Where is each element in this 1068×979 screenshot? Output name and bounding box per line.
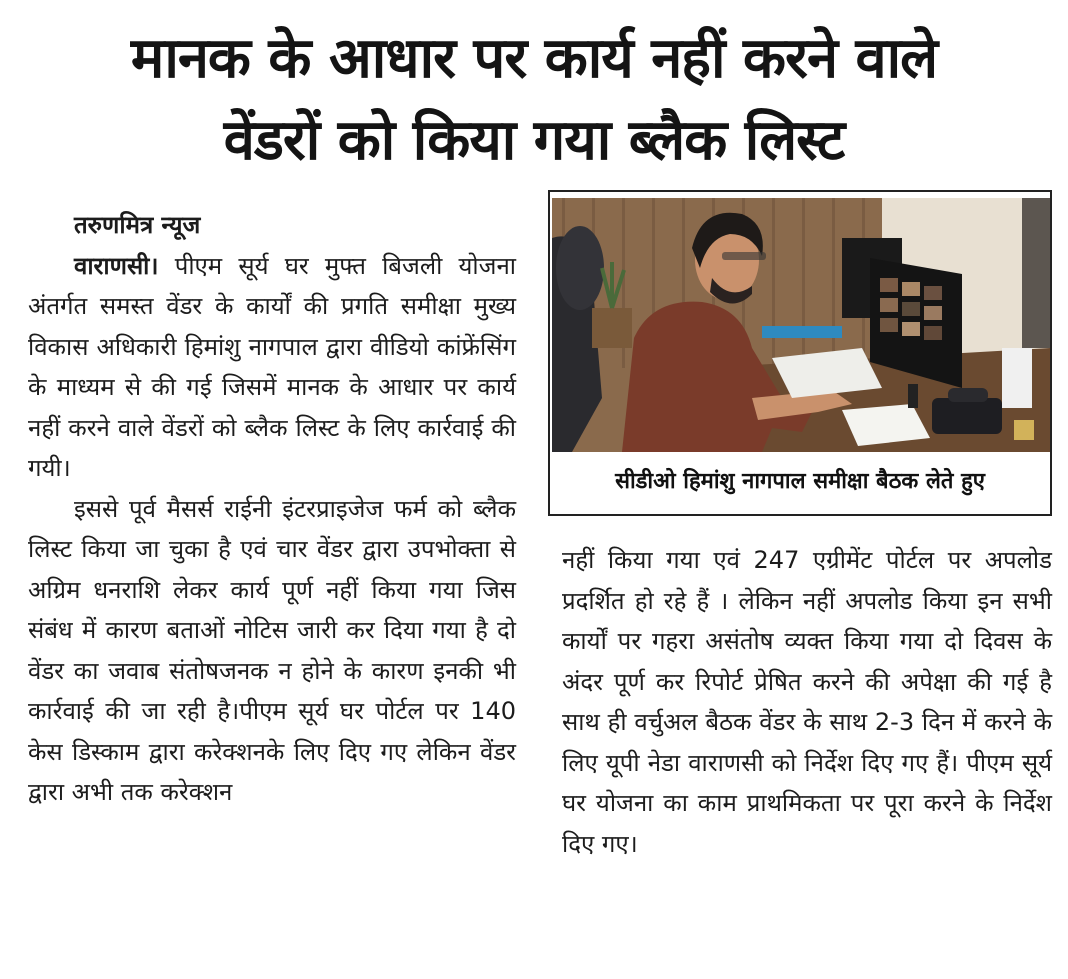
article-paragraph-2: इससे पूर्व मैसर्स राईनी इंटरप्राइजेज फर्म को ब्लैक लिस्ट किया जा चुका है एवं चार वेंडर द्वारा उपभोक्ता से अग्रिम धनराशि लेकर कार्य पूर्ण नहीं किया गया जिस संबंध में कारण बताओं नोटिस जारी कर दिया गया है दो वेंडर का जवाब संतोषजनक न होने के कारण इनकी भी कार्रवाई की जा रही है।पीएम सूर्य घर पोर्टल पर 140 केस डिस्काम द्वारा करेक्शनके लिए दिए गए लेकिन वेंडर द्वारा अभी तक करेक्शन	[28, 494, 516, 806]
headline-line-2: वेंडरों को किया गया ब्लैक लिस्ट	[223, 108, 845, 173]
photo-caption: सीडीओ हिमांशु नागपाल समीक्षा बैठक लेते हुए	[615, 469, 985, 494]
headline	[0, 18, 1068, 182]
article-column-left	[28, 205, 516, 813]
article-paragraph-3: नहीं किया गया एवं 247 एग्रीमेंट पोर्टल पर अपलोड प्रदर्शित हो रहे हैं । लेकिन नहीं अपलोड किया इन सभी कार्यों पर गहरा असंतोष व्यक्त किया गया दो दिवस के अंदर पूर्ण कर रिपोर्ट प्रेषित करने की अपेक्षा की गई है साथ ही वर्चुअल बैठक वेंडर के साथ 2-3 दिन में करने के लिए यूपी नेडा वाराणसी को निर्देश दिए गए हैं। पीएम सूर्य घर योजना का काम प्राथमिकता पर पूरा करने के निर्देश दिए गए।	[562, 546, 1052, 858]
meeting-photo	[552, 198, 1050, 452]
article-column-right	[562, 540, 1052, 864]
headline-line-1: मानक के आधार पर कार्य नहीं करने वाले	[130, 26, 938, 91]
byline: तरुणमित्र न्यूज	[74, 211, 201, 239]
dateline: वाराणसी।	[74, 251, 159, 280]
article-paragraph-1	[28, 246, 516, 489]
photo-box	[548, 190, 1052, 516]
meeting-photo-illustration	[552, 198, 1050, 452]
article-paragraph-1-text: पीएम सूर्य घर मुफ्त बिजली योजना अंतर्गत समस्त वेंडर के कार्यों की प्रगति समीक्षा मुख्य विकास अधिकारी हिमांशु नागपाल द्वारा वीडियो कांफ्रेंसिंग के माध्यम से की गई जिसमें मानक के आधार पर कार्य नहीं करने वाले वेंडरों को ब्लैक लिस्ट के लिए कार्रवाई की गयी।	[28, 251, 516, 482]
